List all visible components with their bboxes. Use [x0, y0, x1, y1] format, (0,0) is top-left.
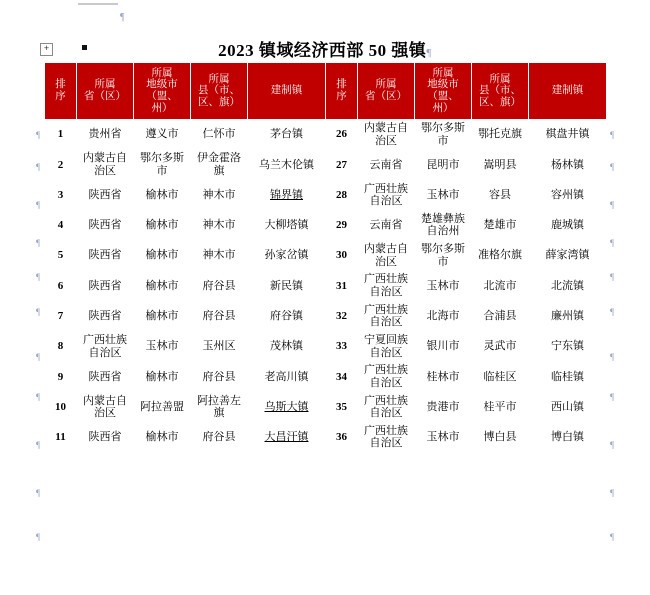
paragraph-mark: ¶: [36, 488, 41, 498]
table-row: [45, 210, 607, 240]
county-cell: 府谷县: [191, 301, 248, 331]
county-cell: 楚雄市: [472, 210, 529, 240]
town-cell: 茂林镇: [248, 331, 326, 361]
county-cell: 玉州区: [191, 331, 248, 361]
table-row: [45, 150, 607, 180]
province-cell: 广西壮族自治区: [358, 180, 415, 210]
paragraph-mark: ¶: [36, 200, 41, 210]
paragraph-mark: ¶: [610, 352, 615, 362]
city-cell: 榆林市: [134, 422, 191, 452]
header-county-left: 所属 县（市、 区、旗）: [191, 63, 248, 120]
town-cell: 老高川镇: [248, 362, 326, 392]
rank-cell: 29: [326, 210, 358, 240]
province-cell: 内蒙古自治区: [358, 120, 415, 150]
rank-cell: 11: [45, 422, 77, 452]
paragraph-mark: ¶: [610, 440, 615, 450]
city-cell: 玉林市: [415, 422, 472, 452]
province-cell: 陕西省: [77, 362, 134, 392]
town-cell: 府谷镇: [248, 301, 326, 331]
rank-cell: 36: [326, 422, 358, 452]
rank-cell: 10: [45, 392, 77, 422]
city-cell: 榆林市: [134, 210, 191, 240]
county-cell: 灵武市: [472, 331, 529, 361]
town-cell: 博白镇: [529, 422, 607, 452]
rank-cell: 9: [45, 362, 77, 392]
header-province-left: 所属 省（区）: [77, 63, 134, 120]
county-cell: 神木市: [191, 210, 248, 240]
header-province-right: 所属 省（区）: [358, 63, 415, 120]
rankings-table: [44, 62, 607, 453]
rank-cell: 3: [45, 180, 77, 210]
rank-cell: 31: [326, 271, 358, 301]
city-cell: 桂林市: [415, 362, 472, 392]
county-cell: 鄂托克旗: [472, 120, 529, 150]
paragraph-mark: ¶: [610, 162, 615, 172]
province-cell: 陕西省: [77, 271, 134, 301]
county-cell: 阿拉善左旗: [191, 392, 248, 422]
paragraph-mark: ¶: [610, 532, 615, 542]
header-county-right: 所属 县（市、 区、旗）: [472, 63, 529, 120]
paragraph-mark: ¶: [610, 238, 615, 248]
city-cell: 玉林市: [134, 331, 191, 361]
paragraph-mark: ¶: [610, 272, 615, 282]
table-row: [45, 301, 607, 331]
province-cell: 陕西省: [77, 422, 134, 452]
province-cell: 广西壮族自治区: [358, 392, 415, 422]
paragraph-mark: ¶: [120, 12, 125, 23]
table-row: [45, 241, 607, 271]
header-city-left: 所属 地级市 （盟、 州）: [134, 63, 191, 120]
rank-cell: 8: [45, 331, 77, 361]
header-rank-right: 排 序: [326, 63, 358, 120]
paragraph-mark: ¶: [36, 392, 41, 402]
rank-cell: 2: [45, 150, 77, 180]
town-cell: 茅台镇: [248, 120, 326, 150]
town-cell: 西山镇: [529, 392, 607, 422]
paragraph-mark: ¶: [36, 238, 41, 248]
province-cell: 贵州省: [77, 120, 134, 150]
rank-cell: 5: [45, 241, 77, 271]
city-cell: 楚雄彝族自治州: [415, 210, 472, 240]
county-cell: 容县: [472, 180, 529, 210]
page-title: [0, 36, 650, 61]
town-cell: 大昌汗镇: [248, 422, 326, 452]
city-cell: 玉林市: [415, 271, 472, 301]
city-cell: 阿拉善盟: [134, 392, 191, 422]
rank-cell: 32: [326, 301, 358, 331]
town-cell: 锦界镇: [248, 180, 326, 210]
header-city-right: 所属 地级市 （盟、 州）: [415, 63, 472, 120]
paragraph-mark: ¶: [36, 352, 41, 362]
province-cell: 广西壮族自治区: [77, 331, 134, 361]
city-cell: 玉林市: [415, 180, 472, 210]
town-cell: 乌兰木伦镇: [248, 150, 326, 180]
table-row: [45, 362, 607, 392]
table-row: [45, 392, 607, 422]
town-cell: 杨林镇: [529, 150, 607, 180]
town-cell: 鹿城镇: [529, 210, 607, 240]
province-cell: 广西壮族自治区: [358, 301, 415, 331]
town-cell: 容州镇: [529, 180, 607, 210]
county-cell: 神木市: [191, 180, 248, 210]
town-cell: 大柳塔镇: [248, 210, 326, 240]
county-cell: 仁怀市: [191, 120, 248, 150]
county-cell: 府谷县: [191, 271, 248, 301]
town-cell: 廉州镇: [529, 301, 607, 331]
city-cell: 榆林市: [134, 271, 191, 301]
town-cell: 薛家湾镇: [529, 241, 607, 271]
city-cell: 鄂尔多斯市: [415, 241, 472, 271]
city-cell: 银川市: [415, 331, 472, 361]
rank-cell: 33: [326, 331, 358, 361]
table-header-row: [45, 63, 607, 120]
town-cell: 棋盘井镇: [529, 120, 607, 150]
county-cell: 嵩明县: [472, 150, 529, 180]
city-cell: 鄂尔多斯市: [415, 120, 472, 150]
header-town-right: 建制镇: [529, 63, 607, 120]
rank-cell: 7: [45, 301, 77, 331]
town-cell: 北流镇: [529, 271, 607, 301]
province-cell: 陕西省: [77, 301, 134, 331]
province-cell: 陕西省: [77, 210, 134, 240]
paragraph-mark: ¶: [610, 130, 615, 140]
city-cell: 昆明市: [415, 150, 472, 180]
rank-cell: 1: [45, 120, 77, 150]
town-cell: 临桂镇: [529, 362, 607, 392]
paragraph-mark: ¶: [610, 392, 615, 402]
table-row: [45, 180, 607, 210]
town-cell: 孙家岔镇: [248, 241, 326, 271]
province-cell: 广西壮族自治区: [358, 362, 415, 392]
header-rank-left: 排 序: [45, 63, 77, 120]
province-cell: 广西壮族自治区: [358, 271, 415, 301]
province-cell: 内蒙古自治区: [77, 150, 134, 180]
county-cell: 准格尔旗: [472, 241, 529, 271]
city-cell: 北海市: [415, 301, 472, 331]
county-cell: 神木市: [191, 241, 248, 271]
header-town-left: 建制镇: [248, 63, 326, 120]
paragraph-mark: ¶: [36, 272, 41, 282]
city-cell: 榆林市: [134, 362, 191, 392]
ruler-artifact: [78, 3, 118, 5]
city-cell: 鄂尔多斯市: [134, 150, 191, 180]
province-cell: 宁夏回族自治区: [358, 331, 415, 361]
county-cell: 合浦县: [472, 301, 529, 331]
town-cell: 新民镇: [248, 271, 326, 301]
county-cell: 博白县: [472, 422, 529, 452]
county-cell: 府谷县: [191, 362, 248, 392]
paragraph-mark: ¶: [36, 307, 41, 317]
province-cell: 云南省: [358, 210, 415, 240]
province-cell: 陕西省: [77, 241, 134, 271]
province-cell: 云南省: [358, 150, 415, 180]
rank-cell: 28: [326, 180, 358, 210]
table-body: [45, 120, 607, 453]
table-row: [45, 271, 607, 301]
paragraph-mark: ¶: [610, 307, 615, 317]
paragraph-mark: ¶: [610, 200, 615, 210]
paragraph-mark: ¶: [36, 440, 41, 450]
paragraph-mark: ¶: [426, 47, 432, 59]
page-title-text: 2023 镇域经济西部 50 强镇: [218, 41, 427, 60]
paragraph-mark: ¶: [36, 532, 41, 542]
county-cell: 伊金霍洛旗: [191, 150, 248, 180]
expand-table-handle[interactable]: +: [40, 43, 53, 56]
paragraph-mark: ¶: [610, 488, 615, 498]
table-row: [45, 120, 607, 150]
table-row: [45, 422, 607, 452]
rank-cell: 34: [326, 362, 358, 392]
province-cell: 内蒙古自治区: [358, 241, 415, 271]
city-cell: 榆林市: [134, 241, 191, 271]
town-cell: 乌斯大镇: [248, 392, 326, 422]
rank-cell: 27: [326, 150, 358, 180]
rank-cell: 26: [326, 120, 358, 150]
county-cell: 桂平市: [472, 392, 529, 422]
county-cell: 北流市: [472, 271, 529, 301]
table-row: [45, 331, 607, 361]
city-cell: 榆林市: [134, 180, 191, 210]
rank-cell: 6: [45, 271, 77, 301]
province-cell: 陕西省: [77, 180, 134, 210]
rank-cell: 4: [45, 210, 77, 240]
province-cell: 内蒙古自治区: [77, 392, 134, 422]
paragraph-mark: ¶: [36, 130, 41, 140]
city-cell: 贵港市: [415, 392, 472, 422]
city-cell: 遵义市: [134, 120, 191, 150]
paragraph-mark: ¶: [36, 162, 41, 172]
rank-cell: 35: [326, 392, 358, 422]
province-cell: 广西壮族自治区: [358, 422, 415, 452]
county-cell: 临桂区: [472, 362, 529, 392]
county-cell: 府谷县: [191, 422, 248, 452]
rank-cell: 30: [326, 241, 358, 271]
city-cell: 榆林市: [134, 301, 191, 331]
town-cell: 宁东镇: [529, 331, 607, 361]
